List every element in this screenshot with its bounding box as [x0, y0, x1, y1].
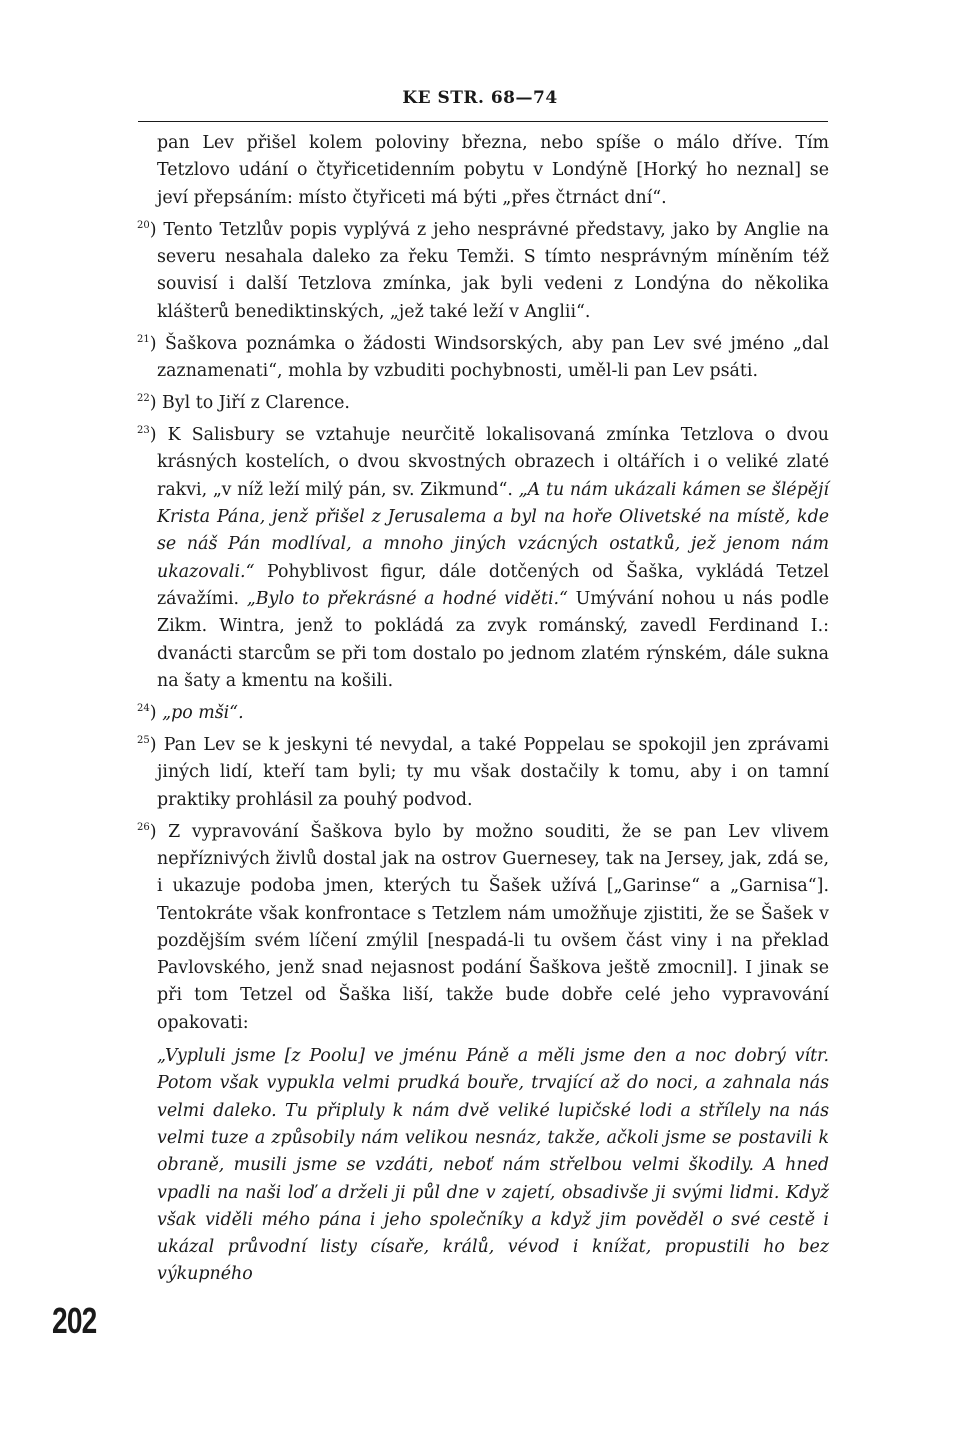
footnote-text: Pohyblivost figur, dále dotčených od Šaška, vykládá Tetzel závažími.	[157, 561, 829, 609]
footnote-text: )	[149, 702, 163, 723]
footnote-number: 25	[137, 735, 150, 747]
footnote-22	[137, 385, 829, 417]
italic-quote: „Bylo to překrásné a hodné viděti.“	[246, 588, 568, 609]
footnote-text: ) Šaškova poznámka o žádosti Windsorských, aby pan Lev své jméno „dal zaznamenati“, mohla by vzbuditi pochybnosti, uměl-li pan Lev psáti.	[149, 333, 829, 381]
footnote-number: 22	[137, 393, 150, 405]
paragraph-continuation: pan Lev přišel kolem poloviny března, nebo spíše o málo dříve. Tím Tetzlovo udání o čtyřicetidenním pobytu v Londýně [Horký ho neznal] se jeví přepsáním: místo čtyřiceti má býti „přes čtrnáct dní“.	[157, 133, 829, 208]
running-header: KE STR. 68—74	[402, 88, 558, 108]
quoted-passage: „Vypluli jsme [z Poolu] ve jménu Páně a měli jsme den a noc dobrý vítr. Potom však vypukla velmi prudká bouře, trvající až do noci, a zahnala nás velmi daleko. Tu připluly k nám dvě veliké lupičské lodi a střílely na nás velmi tuze a způsobily nám velikou nesnáz, takže, ačkoli jsme se postavili k obraně, musili jsme se vzdáti, neboť nám střelbou velmi škodily. A hned vpadli na naši loď a drželi ji půl dne v zajetí, obsadivše ji svými lidmi. Když však viděli mého pána i jeho společníky a když jim pověděl o své cestě i ukázal průvodní listy císaře, králů, vévod i knížat, propustili ho bez výkupného	[157, 1046, 829, 1285]
footnote-text: ) K Salisbury se vztahuje neurčitě lokalisovaná zmínka Tetzlova o dvou krásných kostelích, o dvou skvostných obrazech i oltářích i o veliké zlaté rakvi, „v níž leží milý pán, sv. Zikmund“.	[149, 425, 829, 500]
page-number: 202	[52, 1300, 97, 1341]
footnote-text: Umývání nohou u nás podle Zikm. Wintra, jenž to pokládá za zvyk románský, zavedl Ferdinand I.: dvanácti starcům se při tom dostalo po jednom zlatém rýnském, dále sukna na šaty a kmentu na košili.	[157, 588, 830, 691]
footnote-number: 21	[137, 333, 150, 345]
footnote-text: ) Tento Tetzlův popis vyplývá z jeho nesprávné představy, jako by Anglie na severu nesahala daleko za řeku Temži. S tímto nesprávným míněním též souvisí i další Tetzlova zmínka, jak byli vedeni z Londýna do několika klášterů benediktinských, „jež také leží v Anglii“.	[149, 219, 829, 322]
footnote-24	[137, 695, 829, 727]
footnote-number: 24	[137, 703, 150, 715]
footnote-number: 23	[137, 425, 150, 437]
footnote-21	[137, 326, 829, 385]
header-rule	[138, 121, 828, 122]
footnote-26	[137, 814, 829, 1037]
footnote-text: ) Pan Lev se k jeskyni té nevydal, a také Poppelau se spokojil jen zprávami jiných lidí, kteří tam byli; ty mu však dostačily k tomu, aby i on tamní praktiky prohlásil za pouhý podvod.	[149, 735, 829, 810]
footnote-text: ) Byl to Jiří z Clarence.	[149, 393, 350, 414]
page-body	[137, 130, 830, 1289]
footnote-number: 26	[137, 821, 150, 833]
footnote-number: 20	[137, 219, 150, 231]
footnote-25	[137, 727, 829, 814]
footnote-23	[137, 417, 830, 695]
italic-quote: „po mši“.	[162, 702, 244, 723]
footnote-text: ) Z vypravování Šaškova bylo by možno souditi, že se pan Lev vlivem nepříznivých živlů dostal jak na ostrov Guernesey, tak na Jersey, jak, zdá se, i ukazuje podoba jmen, kterých tu Šašek užívá [„Garinse“ a „Garnisa“]. Tentokráte však konfrontace s Tetzlem nám umožňuje zjistiti, že se Šašek v pozdějším svém líčení zmýlil [nespadá-li tu ovšem část viny i na překlad Pavlovského, jenž snad nejasnost podání Šaškova ještě zmocnil]. I jinak se při tom Tetzel od Šaška liší, takže bude dobře celé jeho vypravování opakovati:	[149, 821, 829, 1033]
italic-quote: „A tu nám ukázali kámen se šlépějí Krista Pána, jenž přišel z Jerusalema a byl na hoře Olivetské na místě, kde se náš Pán modlíval, a mnoho jiných vzácných ostatků, jež jenom nám ukazovali.“	[157, 479, 829, 582]
footnote-20	[137, 212, 829, 326]
